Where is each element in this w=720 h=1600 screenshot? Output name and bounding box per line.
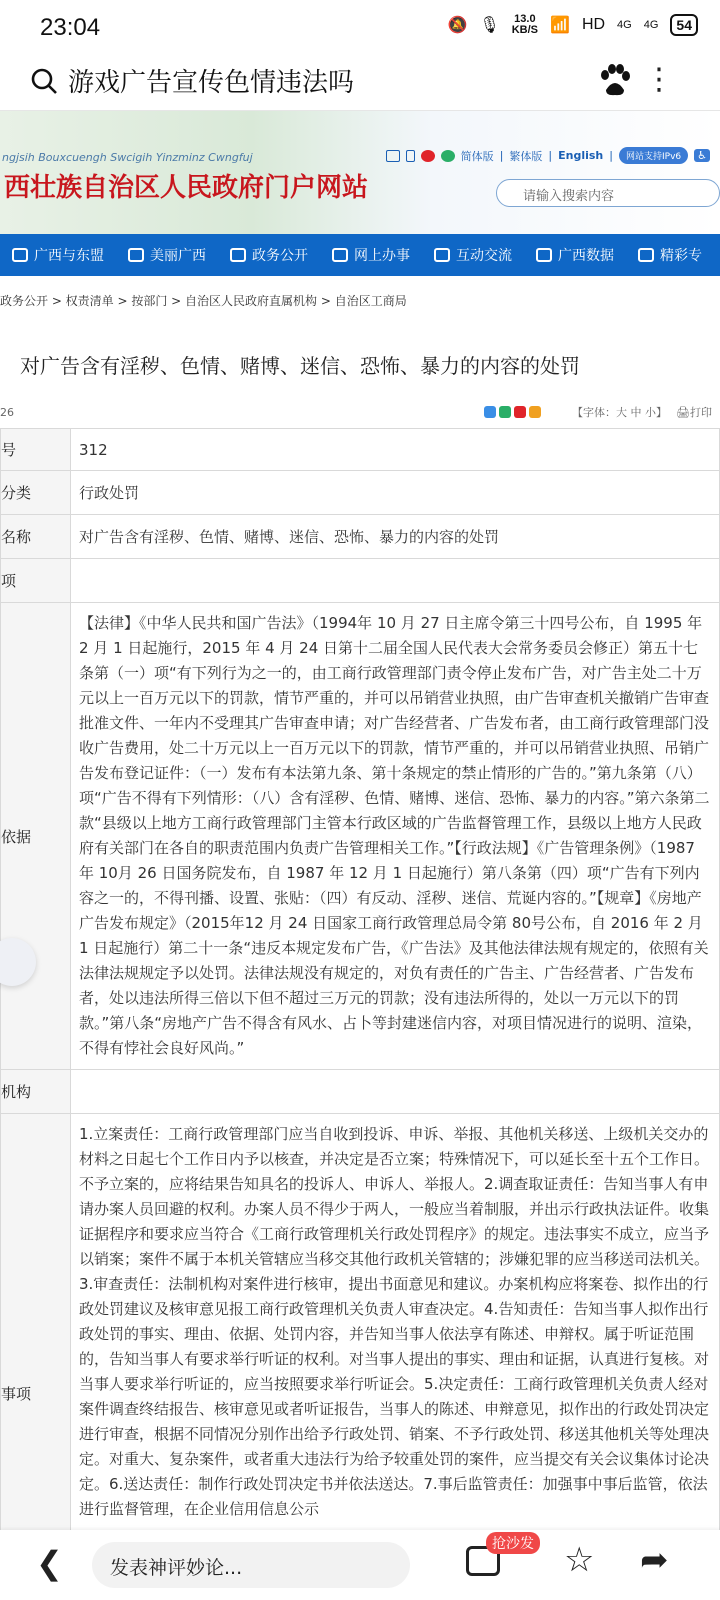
mobile-icon[interactable] bbox=[406, 150, 415, 162]
page-title: 对广告含有淫秽、色情、赌博、迷信、恐怖、暴力的内容的处罚 bbox=[20, 354, 580, 378]
layers-icon bbox=[230, 248, 246, 262]
table-row bbox=[1, 603, 720, 1070]
mic-icon: 🎙 bbox=[479, 17, 500, 34]
row-key: 依据 bbox=[1, 603, 71, 1070]
ipv6-badge: 网站支持IPv6 bbox=[619, 147, 688, 164]
row-value: 行政处罚 bbox=[71, 471, 720, 515]
topic-icon bbox=[638, 248, 654, 262]
bottom-toolbar bbox=[0, 1530, 720, 1600]
row-key: 机构 bbox=[1, 1070, 71, 1114]
main-nav bbox=[0, 234, 720, 276]
row-value bbox=[71, 559, 720, 603]
status-icons bbox=[448, 14, 699, 36]
nav-item-special[interactable] bbox=[626, 245, 714, 265]
more-menu-icon[interactable]: ⋮ bbox=[644, 62, 674, 97]
asean-icon bbox=[12, 248, 28, 262]
share-qq-icon[interactable] bbox=[529, 406, 541, 418]
row-value: 【法律】《中华人民共和国广告法》（1994年 10 月 27 日主席令第三十四号公布，自 1995 年 2 月 1 日起施行，2015 年 4 月 24 日第十二届全国人民代表大会常务委员会修正）第五十七条第（一）项“有下列行为之一的，由工商行政管理部门责令停止发布广告，对广告主处二十万元以上一百万元以下的罚款，情节严重的，并可以吊销营业执照，由广告审查机关撤销广告审查批准文件、一年内不受理其广告审查申请；对广告经营者、广告发布者，由工商行政管理部门没收广告费用，处二十万元以上一百万元以下的罚款，情节严重的，并可以吊销营业执照、吊销广告发布登记证件：（一）发布有本法第九条、第十条规定的禁止情形的广告的。”第九条第（八）项“广告不得有下列情形：（八）含有淫秽、色情、赌博、迷信、恐怖、暴力的内容。”第六条第二款“县级以上地方工商行政管理部门主管本行政区域的广告监督管理工作，县级以上地方人民政府有关部门在各自的职责范围内负责广告管理相关工作。”【行政法规】《广告管理条例》（1987 年 10月 26 日国务院发布，自 1987 年 12 月 1 日起施行）第八条第（四）项“广告有下列内容之一的，不得刊播、设置、张贴：（四）有反动、淫秽、迷信、荒诞内容的。”【规章】《房地产广告发布规定》（2015年12 月 24 日国家工商行政管理总局令第 80号公布，自 2016 年 2 月 1 日起施行）第二十一条“违反本规定发布广告，《广告法》及其他法律法规有规定的，依照有关法律法规规定予以处罚。法律法规没有规定的，对负有责任的广告主、广告经营者、广告发布者，处以违法所得三倍以下但不超过三万元的罚款；没有违法所得的，处以一万元以下的罚款。”第八条“房地产广告不得含有风水、占卜等封建迷信内容，对项目情况进行的说明、渲染，不得有悖社会良好风尚。” bbox=[71, 603, 720, 1070]
row-key: 项 bbox=[1, 559, 71, 603]
site-name[interactable]: 西壮族自治区人民政府门户网站 bbox=[4, 173, 369, 203]
table-row bbox=[1, 1070, 720, 1114]
nav-label: 美丽广西 bbox=[150, 248, 206, 264]
nav-label: 精彩专 bbox=[660, 248, 702, 264]
nav-item-data[interactable] bbox=[524, 245, 626, 265]
site-search-input[interactable]: 请输入搜索内容 bbox=[496, 179, 720, 207]
row-value: 312 bbox=[71, 429, 720, 471]
hd-label: HD bbox=[581, 16, 606, 33]
row-value bbox=[71, 1070, 720, 1114]
status-time: 23:04 bbox=[40, 14, 101, 41]
sofa-badge: 抢沙发 bbox=[486, 1532, 540, 1554]
share-plus-icon[interactable] bbox=[484, 406, 496, 418]
nav-label: 网上办事 bbox=[354, 248, 410, 264]
mute-icon: 🔕 bbox=[447, 17, 468, 34]
row-key: 名称 bbox=[1, 515, 71, 559]
lang-english-link[interactable]: English bbox=[558, 149, 604, 162]
nav-item-gov-affairs[interactable] bbox=[218, 245, 320, 265]
font-size-control[interactable]: 【字体：大 中 小】 bbox=[572, 406, 667, 419]
battery-indicator: 54 bbox=[670, 14, 698, 36]
back-icon[interactable]: ❮ bbox=[36, 1544, 63, 1582]
web-page bbox=[0, 110, 720, 1530]
print-label: 打印 bbox=[689, 406, 712, 419]
share-icons bbox=[484, 406, 541, 418]
network-4g-1: 4G bbox=[617, 19, 632, 31]
row-key: 号 bbox=[1, 429, 71, 471]
search-icon bbox=[30, 67, 58, 95]
network-4g-2: 4G bbox=[643, 19, 659, 31]
table-row bbox=[1, 515, 720, 559]
print-button[interactable]: 🖨打印 bbox=[676, 406, 712, 419]
site-header bbox=[0, 110, 720, 234]
mail-icon[interactable] bbox=[386, 150, 400, 162]
comment-input[interactable]: 发表神评妙论... bbox=[92, 1542, 410, 1588]
nav-item-online-services[interactable] bbox=[320, 245, 422, 265]
speed-value: 13.0 bbox=[514, 13, 536, 25]
site-pinyin: ngjsih Bouxcuengh Swcigih Yinzminz Cwngfuj bbox=[2, 151, 253, 164]
search-query-text: 游戏广告宣传色情违法吗 bbox=[68, 68, 355, 98]
favorite-star-icon[interactable]: ☆ bbox=[564, 1540, 595, 1580]
chart-icon bbox=[536, 248, 552, 262]
picture-icon bbox=[128, 248, 144, 262]
table-row bbox=[1, 429, 720, 471]
table-row bbox=[1, 471, 720, 515]
nav-item-asean[interactable] bbox=[0, 245, 116, 265]
nav-item-beautiful-guangxi[interactable] bbox=[116, 245, 218, 265]
header-links: 简体版 | 繁体版 | English | 网站支持IPv6 ♿ bbox=[386, 147, 710, 164]
row-value: 1.立案责任：工商行政管理部门应当自收到投诉、申诉、举报、其他机关移送、上级机关交办的材料之日起七个工作日内予以核查，并决定是否立案；特殊情况下，可以延长至十五个工作日。不予立案的，应将结果告知具名的投诉人、申诉人、举报人。2.调查取证责任：告知当事人有申请办案人员回避的权利。办案人员不得少于两人，一般应当着制服，并出示行政执法证件。收集证据程序和要求应当符合《工商行政管理机关行政处罚程序》的规定。违法事实不成立，应当予以销案；案件不属于本机关管辖应当移交其他行政机关管辖的；涉嫌犯罪的应当移送司法机关。3.审查责任：法制机构对案件进行核审，提出书面意见和建议。办案机构应将案卷、拟作出的行政处罚建议及核审意见报工商行政管理机关负责人审查决定。4.告知责任：告知当事人拟作出行政处罚的事实、理由、依据、处罚内容，并告知当事人依法享有陈述、申辩权。属于听证范围的，告知当事人有要求举行听证的权利。对当事人提出的事实、理由和证据，认真进行复核。对当事人要求举行听证的，应当按照要求举行听证会。5.决定责任：工商行政管理机关负责人经对案件调查终结报告、核审意见或者听证报告，当事人的陈述、申辩意见，拟作出的行政处罚决定进行审查，根据不同情况分别作出给予行政处罚、销案、不予行政处罚、移送其他机关等处理决定。对重大、复杂案件，或者重大违法行为给予较重处罚的案件，应当提交有关会议集体讨论决定。6.送达责任：制作行政处罚决定书并依法送达。7.事后监管责任：加强事中事后监管，依法进行监督管理，在企业信用信息公示 bbox=[71, 1114, 720, 1531]
monitor-icon bbox=[332, 248, 348, 262]
table-row bbox=[1, 1114, 720, 1531]
wechat-icon[interactable] bbox=[441, 150, 455, 162]
nav-label: 广西数据 bbox=[558, 248, 614, 264]
search-query-field[interactable] bbox=[30, 62, 354, 99]
status-bar bbox=[0, 0, 720, 58]
nav-label: 政务公开 bbox=[252, 248, 308, 264]
network-speed bbox=[512, 14, 538, 36]
breadcrumb[interactable]: 政务公开 > 权责清单 > 按部门 > 自治区人民政府直属机构 > 自治区工商局 bbox=[0, 294, 407, 308]
browser-search-bar[interactable] bbox=[0, 58, 720, 110]
people-icon bbox=[434, 248, 450, 262]
row-value: 对广告含有淫秽、色情、赌博、迷信、恐怖、暴力的内容的处罚 bbox=[71, 515, 720, 559]
info-table bbox=[0, 428, 720, 1530]
nav-item-interaction[interactable] bbox=[422, 245, 524, 265]
nav-label: 互动交流 bbox=[456, 248, 512, 264]
share-wechat-icon[interactable] bbox=[499, 406, 511, 418]
row-key: 事项 bbox=[1, 1114, 71, 1531]
wifi-icon: 📶 bbox=[550, 17, 570, 34]
publish-date: 26 bbox=[0, 406, 14, 419]
weibo-icon[interactable] bbox=[421, 150, 435, 162]
baidu-paw-icon[interactable] bbox=[598, 64, 632, 98]
share-icon[interactable]: ➦ bbox=[640, 1540, 669, 1580]
share-weibo-icon[interactable] bbox=[514, 406, 526, 418]
lang-traditional-link[interactable]: 繁体版 bbox=[509, 149, 543, 163]
table-row bbox=[1, 559, 720, 603]
row-key: 分类 bbox=[1, 471, 71, 515]
speed-unit: KB/S bbox=[511, 24, 539, 36]
lang-simplified-link[interactable]: 简体版 bbox=[460, 149, 494, 163]
nav-label: 广西与东盟 bbox=[34, 248, 104, 264]
accessibility-icon[interactable]: ♿ bbox=[694, 149, 710, 162]
